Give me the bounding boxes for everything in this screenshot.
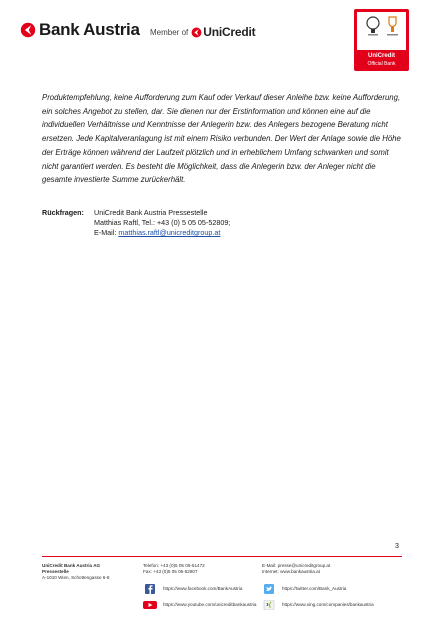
footer-facebook[interactable] xyxy=(143,584,242,594)
page-footer xyxy=(42,563,402,623)
page-number: 3 xyxy=(395,543,399,550)
footer-xing[interactable] xyxy=(262,600,374,610)
badge-label: Official Bank xyxy=(367,61,396,67)
contact-email-link[interactable]: matthias.raftl@unicreditgroup.at xyxy=(118,228,221,237)
xing-icon xyxy=(262,600,276,610)
footer-twitter[interactable] xyxy=(262,584,346,594)
youtube-icon xyxy=(143,600,157,610)
footer-company: UniCredit Bank Austria AG xyxy=(42,563,101,568)
contact-person: Matthias Raftl, Tel.: +43 (0) 5 05 05-52809; xyxy=(94,218,231,227)
footer-youtube[interactable] xyxy=(143,600,256,610)
footer-divider xyxy=(42,556,402,557)
footer-department: Pressestelle xyxy=(42,569,69,575)
contact-email-line xyxy=(94,228,354,238)
disclaimer-paragraph: Produktempfehlung, keine Aufforderung zum Kauf oder Verkauf dieser Anleihe bzw. keine Aufforderung, ein solches Angebot zu stellen, dar. Sie dienen nur der Erstinformation und können eine auf die individuellen Verhältnisse und Kenntnisse der Anlegerin bzw. des Anlegers bezogene Beratung nicht ersetzen. Jede Kapitalveranlagung ist mit einem Risiko verbunden. Der Wert der Anlage sowie die Höhe der Erträge können während der Laufzeit plötzlich und in erheblichem Umfang schwanken und somit nicht garantiert werden. Es besteht die Möglichkeit, dass die Anlegerin bzw. der Anleger nicht die gesamte investierte Summe zurückerhält. xyxy=(42,93,401,185)
facebook-icon xyxy=(143,584,157,594)
footer-web-column xyxy=(262,563,402,575)
member-of-unicredit xyxy=(150,25,255,39)
bank-austria-logo xyxy=(20,20,140,40)
brand-name: Bank Austria xyxy=(39,20,140,39)
footer-fax: Fax: +43 (0)5 05 05-52807 xyxy=(143,569,198,575)
unicredit-logo-icon xyxy=(191,27,202,38)
xing-url[interactable]: https://www.xing.com/companies/bankaustria xyxy=(282,601,374,607)
contact-email-prefix: E-Mail: xyxy=(94,228,119,237)
unicredit-logo-icon xyxy=(20,22,36,38)
contact-label: Rückfragen: xyxy=(42,208,84,217)
contact-details xyxy=(94,208,354,238)
youtube-url[interactable]: https://www.youtube.com/unicreditbankaustria xyxy=(163,601,257,607)
official-bank-badge xyxy=(354,9,409,71)
disclaimer-text xyxy=(42,91,402,187)
twitter-url[interactable]: https://twitter.com/Bank_Austria xyxy=(282,585,347,591)
badge-brand: UniCredit xyxy=(368,53,395,59)
footer-phone: Telefon: +43 (0)5 05 05-51472 xyxy=(143,563,205,568)
footer-email: E-Mail: presse@unicreditgroup.at xyxy=(262,563,331,568)
facebook-url[interactable]: https://www.facebook.com/BankAustria xyxy=(163,585,243,591)
page-header xyxy=(0,0,441,80)
member-prefix: Member of xyxy=(150,27,189,37)
contact-department: UniCredit Bank Austria Pressestelle xyxy=(94,208,208,217)
footer-company-column xyxy=(42,563,142,582)
trophy-icon xyxy=(362,14,402,36)
member-brand: UniCredit xyxy=(203,25,256,39)
twitter-icon xyxy=(262,584,276,594)
footer-internet: Internet: www.bankaustria.at xyxy=(262,569,320,575)
footer-address: A-1010 Wien, Schottengasse 6-8 xyxy=(42,575,110,581)
footer-phone-column xyxy=(143,563,263,575)
